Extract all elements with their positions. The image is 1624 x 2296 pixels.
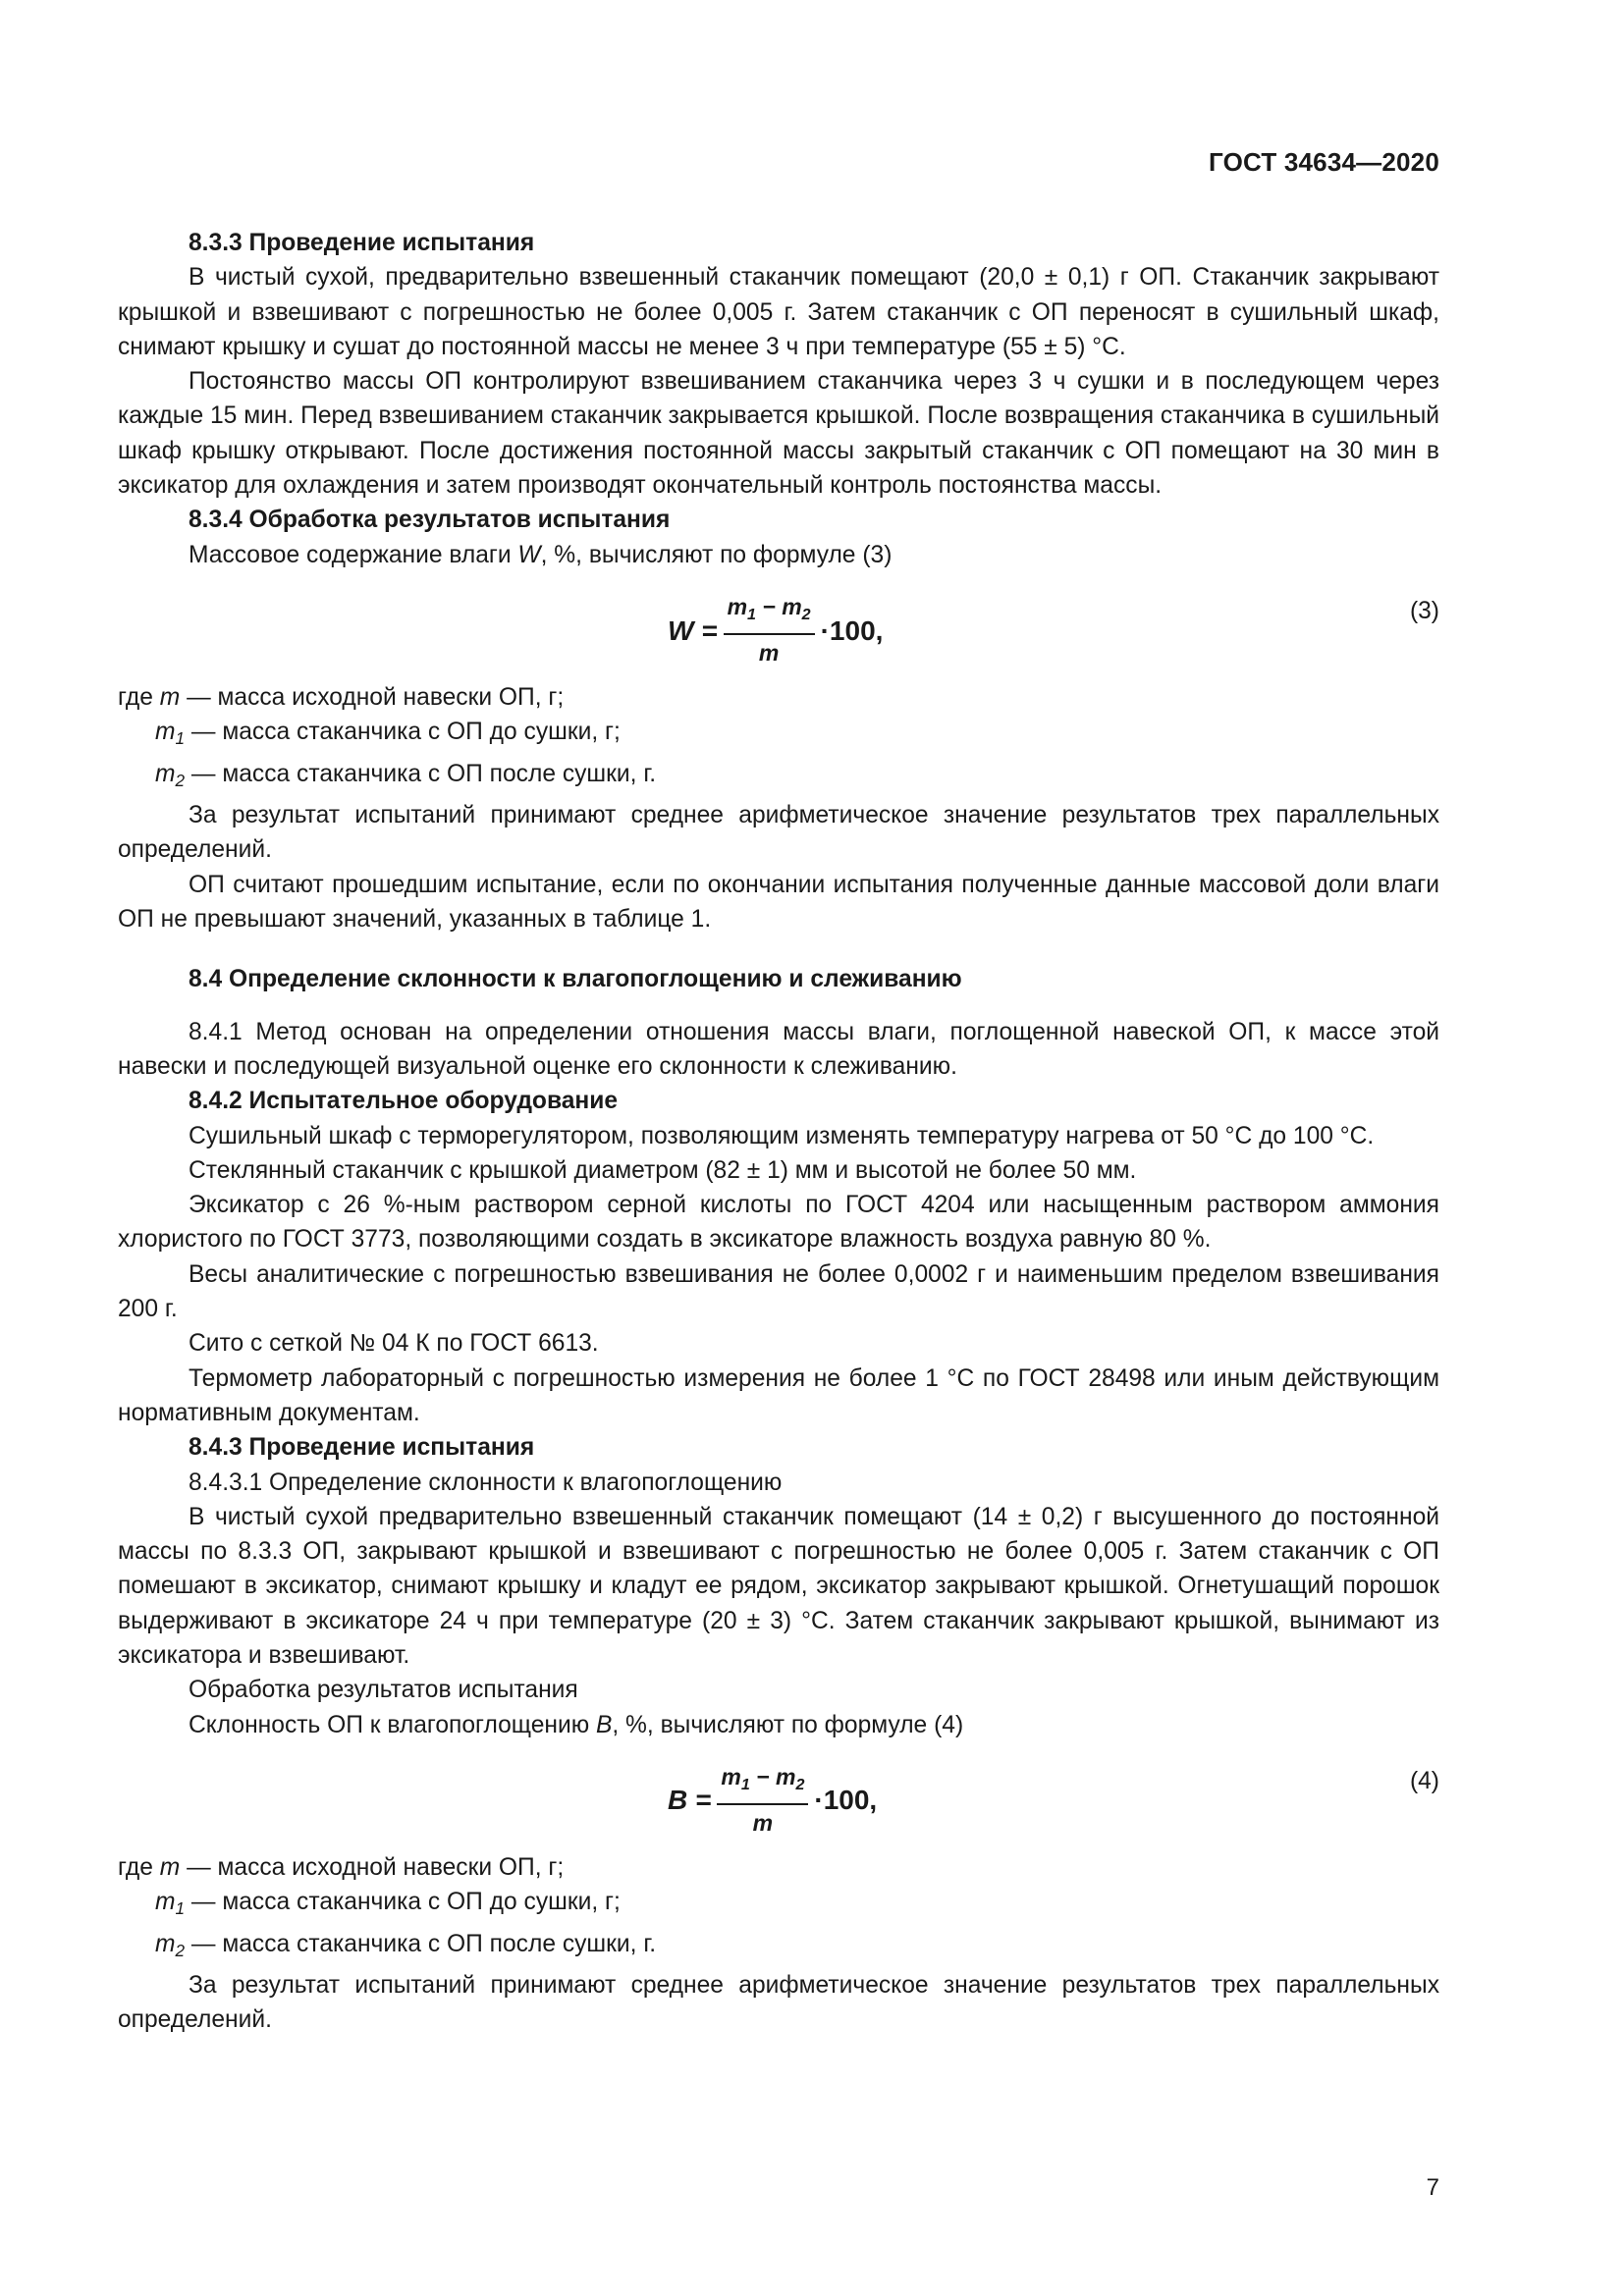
paragraph: За результат испытаний принимают среднее арифметическое значение результатов трех параллельных определений. — [118, 1972, 1439, 2034]
formula-sub: 2 — [801, 605, 811, 623]
formula-intro-text: , %, вычисляют по формуле (3) — [540, 541, 893, 568]
formula-sub: 1 — [747, 605, 756, 623]
where-var: m — [155, 1889, 176, 1916]
formula-var: m — [727, 593, 748, 619]
formula-intro — [118, 1708, 1439, 1742]
formula-sub: 2 — [795, 1775, 805, 1793]
where-item — [118, 1885, 1439, 1926]
formula-expression — [668, 1760, 877, 1841]
section-heading-8-3-3: 8.3.3 Проведение испытания — [189, 230, 535, 256]
where-item — [118, 715, 1439, 756]
formula-numerator — [724, 590, 815, 635]
formula-denominator: m — [752, 1810, 774, 1837]
where-sub: 1 — [175, 728, 186, 749]
formula-intro — [118, 538, 1439, 572]
formula-fraction — [717, 1760, 808, 1841]
page-number: 7 — [1426, 2174, 1439, 2201]
equipment-item: Весы аналитические с погрешностью взвешивания не более 0,0002 г и наименьшим пределом взвешивания 200 г. — [118, 1260, 1439, 1323]
subsection-title: 8.4.3.1 Определение склонности к влагопоглощению — [189, 1468, 783, 1496]
formula-var: m — [782, 593, 802, 619]
section-heading-8-4-2: 8.4.2 Испытательное оборудование — [189, 1088, 619, 1115]
where-item — [118, 1850, 1439, 1885]
where-list — [118, 680, 1439, 798]
where-prefix: где — [118, 1853, 160, 1881]
paragraph: За результат испытаний принимают среднее арифметическое значение результатов трех параллельных определений. — [118, 802, 1439, 864]
formula-var: m — [721, 1763, 741, 1789]
where-var: m — [155, 1930, 176, 1957]
formula-intro-text: , %, вычисляют по формуле (4) — [612, 1711, 964, 1738]
paragraph: Обработка результатов испытания — [189, 1677, 578, 1704]
where-var: m — [159, 683, 181, 711]
where-text: — масса стаканчика с ОП после сушки, г. — [185, 760, 657, 787]
where-var: m — [155, 719, 176, 746]
formula-lhs: B = — [668, 1785, 712, 1816]
formula-fraction — [724, 590, 815, 670]
formula-4 — [118, 1742, 1439, 1850]
paragraph: ОП считают прошедшим испытание, если по окончании испытания полученные данные массовой доли влаги ОП не превышают значений, указанных в таблице 1. — [118, 871, 1439, 934]
equipment-item: Сито с сеткой № 04 К по ГОСТ 6613. — [189, 1330, 599, 1358]
formula-tail: ·100, — [820, 614, 884, 646]
formula-expression — [668, 590, 883, 670]
formula-intro-variable: В — [595, 1711, 613, 1738]
equipment-item: Стеклянный стаканчик с крышкой диаметром (82 ± 1) мм и высотой не более 50 мм. — [189, 1156, 1137, 1184]
equation-number: (4) — [1409, 1767, 1439, 1794]
formula-minus: − — [755, 593, 783, 619]
where-text: — масса стаканчика с ОП до сушки, г; — [185, 1889, 621, 1916]
equation-number: (3) — [1409, 597, 1439, 624]
paragraph: Постоянство массы ОП контролируют взвешиванием стаканчика через 3 ч сушки и в последующем через каждые 15 мин. Перед взвешиванием стаканчик закрывается крышкой. После возвращения стаканчика в сушильный шкаф крышку открывают. После достижения постоянной массы закрытый стаканчик с ОП помещают на 30 мин в эксикатор для охлаждения и затем производят окончательный контроль постоянства массы. — [118, 368, 1439, 500]
where-text: — масса стаканчика с ОП после сушки, г. — [185, 1930, 657, 1957]
equipment-item: Эксикатор с 26 %-ным раствором серной кислоты по ГОСТ 4204 или насыщенным раствором аммония хлористого по ГОСТ 3773, позволяющими создать в эксикаторе влажность воздуха равную 80 %. — [118, 1192, 1439, 1254]
formula-tail: ·100, — [814, 1785, 878, 1816]
where-text: — масса исходной навески ОП, г; — [180, 1853, 565, 1881]
where-item — [118, 757, 1439, 798]
where-text: — масса стаканчика с ОП до сушки, г; — [185, 719, 621, 746]
formula-sub: 1 — [740, 1775, 750, 1793]
section-heading-8-4: 8.4 Определение склонности к влагопоглощению и слеживанию — [189, 966, 962, 993]
formula-numerator — [717, 1760, 808, 1805]
where-sub: 2 — [175, 770, 186, 790]
paragraph: В чистый сухой, предварительно взвешенный стаканчик помещают (20,0 ± 0,1) г ОП. Стаканчик закрывают крышкой и взвешивают с погрешностью не более 0,005 г. Затем стаканчик с ОП переносят в сушильный шкаф, снимают крышку и сушат до постоянной массы не менее 3 ч при температуре (55 ± 5) °С. — [118, 264, 1439, 360]
where-item — [118, 680, 1439, 715]
formula-var: m — [775, 1763, 796, 1789]
where-var: m — [159, 1853, 181, 1881]
formula-intro-text: Массовое содержание влаги — [189, 541, 518, 568]
formula-intro-variable: W — [517, 541, 541, 568]
formula-lhs: W = — [668, 614, 718, 646]
formula-3 — [118, 572, 1439, 680]
paragraph: 8.4.1 Метод основан на определении отношения массы влаги, поглощенной навеской ОП, к массе этой навески и последующей визуальной оценке его склонности к слеживанию. — [118, 1018, 1439, 1080]
formula-intro-text: Склонность ОП к влагопоглощению — [189, 1711, 596, 1738]
where-sub: 2 — [175, 1940, 186, 1960]
formula-denominator: m — [758, 640, 780, 667]
document-code-header: ГОСТ 34634—2020 — [1209, 147, 1439, 177]
equipment-item: Сушильный шкаф с терморегулятором, позволяющим изменять температуру нагрева от 50 °С до 100 °С. — [189, 1122, 1375, 1149]
section-heading-8-3-4: 8.3.4 Обработка результатов испытания — [189, 507, 671, 534]
formula-minus: − — [749, 1763, 776, 1789]
equipment-item: Термометр лабораторный с погрешностью измерения не более 1 °С по ГОСТ 28498 или иным действующим нормативным документам. — [118, 1364, 1439, 1426]
section-heading-8-4-3: 8.4.3 Проведение испытания — [189, 1434, 535, 1462]
where-text: — масса исходной навески ОП, г; — [180, 683, 565, 711]
where-prefix: где — [118, 683, 160, 711]
document-body — [118, 226, 1439, 2038]
where-list — [118, 1850, 1439, 1968]
paragraph: В чистый сухой предварительно взвешенный стаканчик помещают (14 ± 0,2) г высушенного до постоянной массы по 8.3.3 ОП, закрывают крышкой и взвешивают с погрешностью не более 0,005 г. Затем стаканчик с ОП помешают в эксикатор, снимают крышку и кладут ее рядом, эксикатор закрывают крышкой. Огнетушащий порошок выдерживают в эксикаторе 24 ч при температуре (20 ± 3) °С. Затем стаканчик закрывают крышкой, вынимают из эксикатора и взвешивают. — [118, 1503, 1439, 1669]
where-sub: 1 — [175, 1898, 186, 1919]
where-var: m — [155, 760, 176, 787]
where-item — [118, 1927, 1439, 1968]
